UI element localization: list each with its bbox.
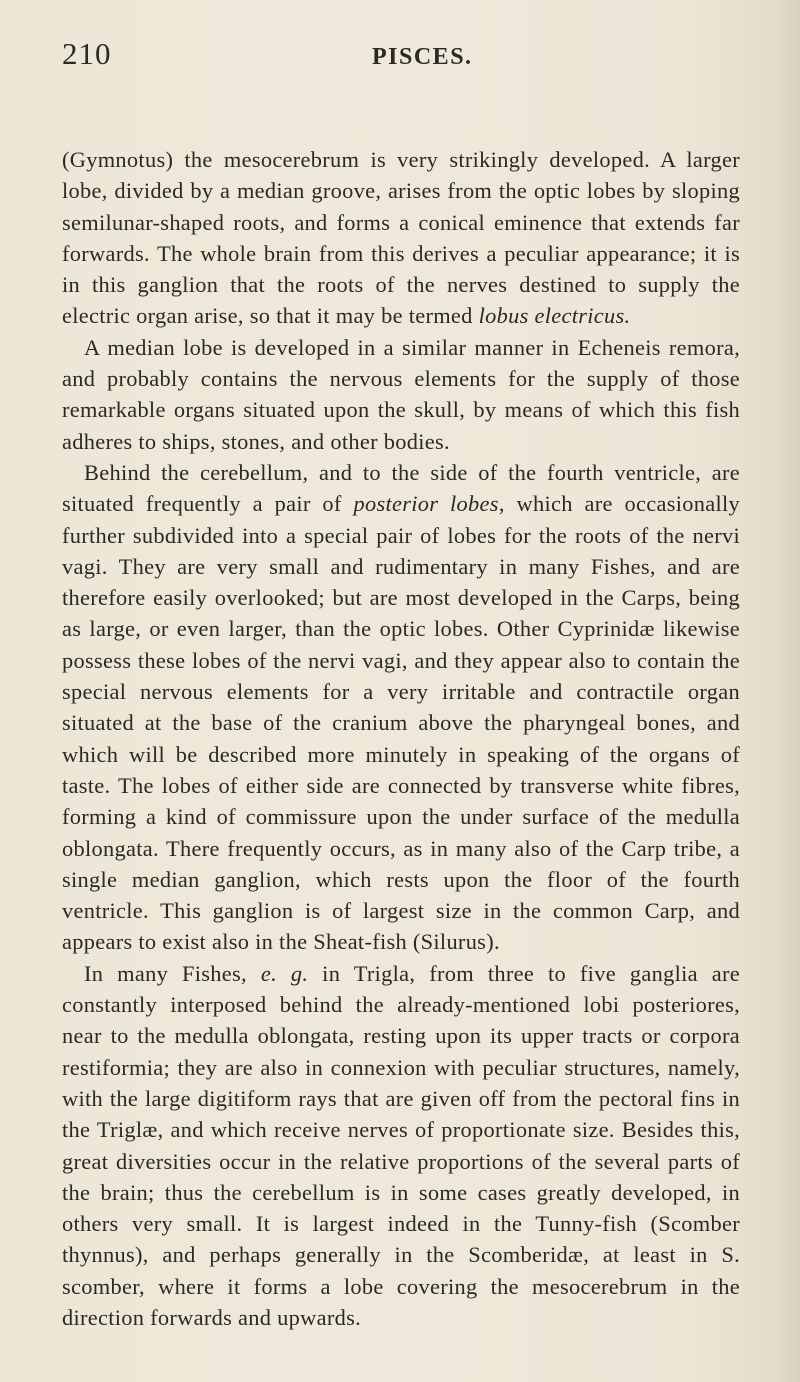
text-run-italic: lobus electricus. <box>478 303 631 329</box>
text-run-italic: posterior lobes <box>353 491 499 517</box>
text-run-italic: e. g. <box>260 960 309 986</box>
running-head <box>62 36 740 76</box>
paragraph-2 <box>62 332 740 457</box>
text-run: (Gymnotus) the mesocerebrum is very strikingly developed. A larger lobe, divided by a median groove, arises from the optic lobes by sloping semilunar-shaped roots, and forms a conical eminence that extends far forwards. The whole brain from this derives a peculiar appearance; it is in this ganglion that the roots of the nerves destined to supply the electric organ arise, so that it may be termed <box>62 147 740 329</box>
running-title: PISCES. <box>372 44 473 70</box>
text-run: in Trigla, from three to five ganglia are constantly interposed behind the already-mentioned lobi posteriores, near to the medulla oblongata, resting upon its upper tracts or corpora restiformia; they are also in connexion with peculiar structures, namely, with the large digitiform rays that are given off from the pectoral fins in the Triglæ, and which receive nerves of proportionate size. Besides this, great diversities occur in the relative proportions of the several parts of the brain; thus the cerebellum is in some cases greatly developed, in others very small. It is largest indeed in the Tunny-fish (Scomber thynnus), and perhaps generally in the Scomberidæ, at least in S. scomber, where it forms a lobe covering the mesocerebrum in the direction forwards and upwards. <box>62 960 740 1330</box>
paragraph-4 <box>62 958 740 1334</box>
page-number: 210 <box>62 36 112 71</box>
text-run: , which are occasionally further subdivided into a special pair of lobes for the roots of the nervi vagi. They are very small and rudimentary in many Fishes, and are therefore easily overlooked; but are most developed in the Carps, being as large, or even larger, than the optic lobes. Other Cyprinidæ likewise possess these lobes of the nervi vagi, and they appear also to contain the special nervous elements for a very irritable and contractile organ situated at the base of the cranium above the pharyngeal bones, and which will be described more minutely in speaking of the organs of taste. The lobes of either side are connected by transverse white fibres, forming a kind of commissure upon the under surface of the medulla oblongata. There frequently occurs, as in many also of the Carp tribe, a single median ganglion, which rests upon the floor of the fourth ventricle. This ganglion is of largest size in the common Carp, and appears to exist also in the Sheat-fish (Silurus). <box>62 491 741 955</box>
body-text <box>62 144 740 1333</box>
paragraph-1 <box>62 144 740 332</box>
text-run: A median lobe is developed in a similar manner in Echeneis remora, and probably contains the nervous elements for the supply of those remarkable organs situated upon the skull, by means of which this fish adheres to ships, stones, and other bodies. <box>62 334 740 454</box>
paragraph-3 <box>62 457 740 958</box>
text-run: In many Fishes, <box>84 960 261 986</box>
text-run: Behind the cerebellum, and to the side of the fourth ventricle, are situated frequently a pair of <box>62 459 740 517</box>
